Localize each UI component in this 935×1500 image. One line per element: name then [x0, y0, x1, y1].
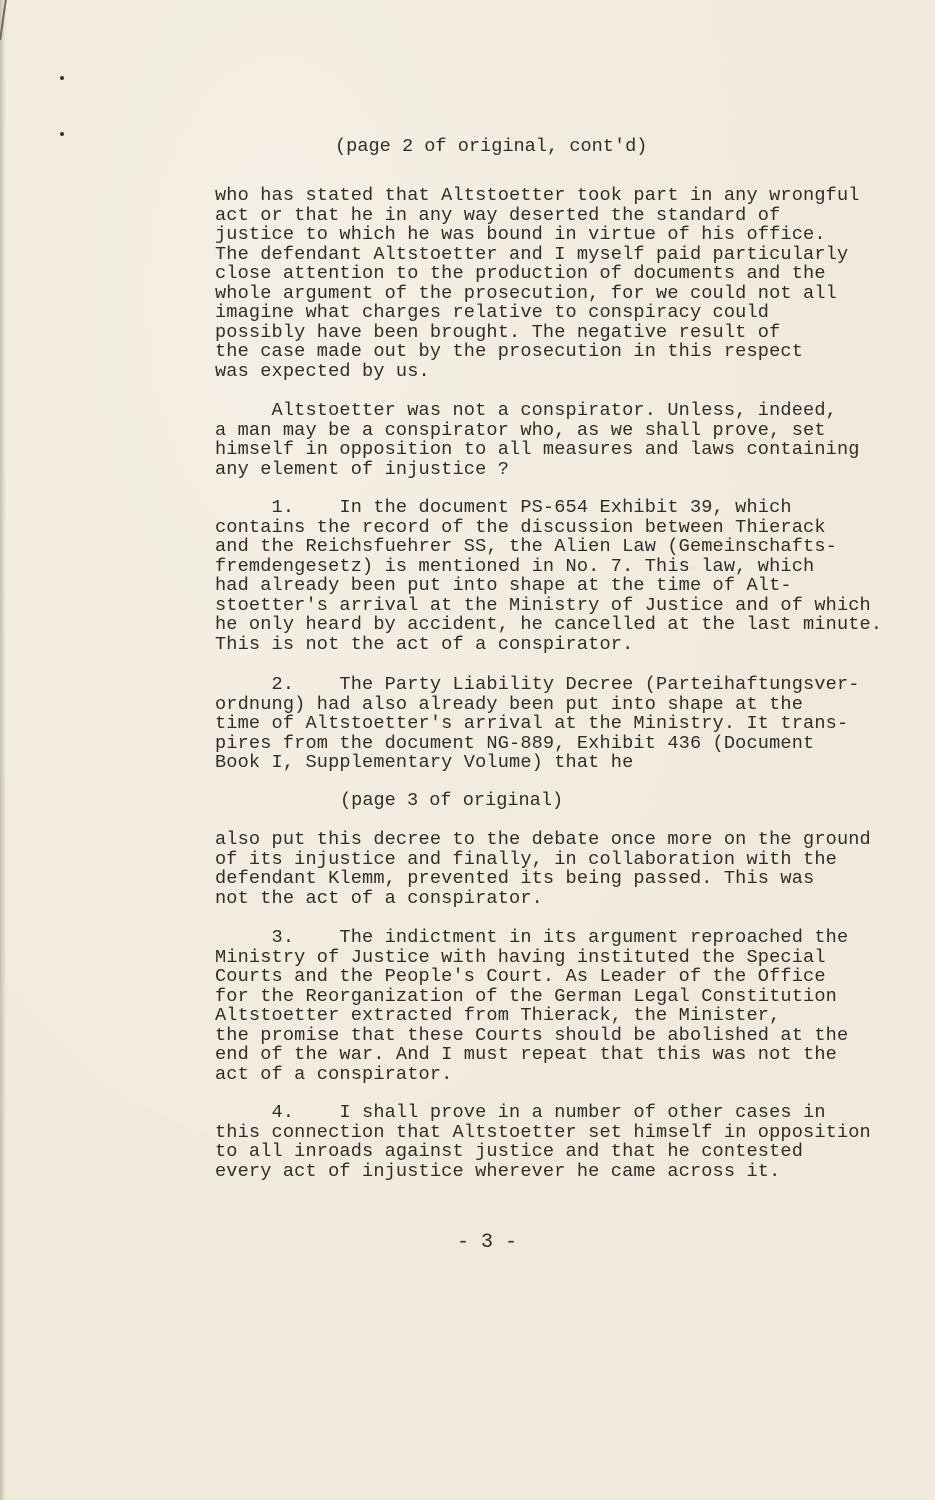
text-line: himself in opposition to all measures and laws containing [215, 439, 860, 460]
text-line: of its injustice and finally, in collaboration with the [215, 848, 837, 870]
text-line: fremdengesetz) is mentioned in No. 7. This law, which [215, 555, 815, 577]
text-line: also put this decree to the debate once more on the ground [215, 829, 871, 850]
text-line: 2. The Party Liability Decree (Parteihaftungsver- [215, 674, 860, 695]
punch-hole-dot-top [60, 76, 64, 80]
text-line: act or that he in any way deserted the standard of [215, 204, 781, 226]
text-line: end of the war. And I must repeat that this was not the [215, 1044, 837, 1065]
text-line: Altstoetter was not a conspirator. Unless, indeed, [215, 400, 837, 421]
text-line: possibly have been brought. The negative result of [215, 321, 781, 343]
text-line: act of a conspirator. [215, 1063, 453, 1085]
text-line: who has stated that Altstoetter took part in any wrongful [215, 185, 860, 206]
text-line: 1. In the document PS-654 Exhibit 39, which [215, 497, 792, 518]
text-line: pires from the document NG-889, Exhibit 436 (Document [215, 732, 815, 754]
punch-hole-dot-bottom [60, 132, 64, 136]
text-line: The defendant Altstoetter and I myself paid particularly [215, 243, 849, 265]
text-line: was expected by us. [215, 360, 430, 382]
text-line: Courts and the People's Court. As Leader of the Office [215, 966, 826, 987]
text-line: whole argument of the prosecution, for we could not all [215, 282, 837, 304]
text-line: justice to which he was bound in virtue of his office. [215, 224, 826, 245]
text-line: This is not the act of a conspirator. [215, 633, 634, 655]
text-line: he only heard by accident, he cancelled at the last minute. [215, 614, 883, 635]
text-line: and the Reichsfuehrer SS, the Alien Law (Gemeinschafts- [215, 536, 837, 557]
text-line: to all inroads against justice and that he contested [215, 1141, 804, 1162]
page-edge-shadow [0, 0, 6, 1500]
text-line: stoetter's arrival at the Ministry of Justice and of which [215, 594, 871, 616]
text-line: Ministry of Justice with having instituted the Special [215, 946, 826, 968]
text-line: the case made out by the prosecution in this respect [215, 341, 804, 362]
text-line: any element of injustice ? [215, 458, 510, 480]
text-line: not the act of a conspirator. [215, 887, 543, 909]
page-3-heading: (page 3 of original) [340, 790, 564, 811]
text-line: Altstoetter extracted from Thierack, the Minister, [215, 1005, 781, 1026]
text-line: imagine what charges relative to conspiracy could [215, 302, 770, 323]
text-line: time of Altstoetter's arrival at the Ministry. It trans- [215, 713, 849, 734]
text-line: 3. The indictment in its argument reproached the [215, 927, 849, 948]
text-line: this connection that Altstoetter set himself in opposition [215, 1121, 871, 1143]
text-line: ordnung) had also already been put into shape at the [215, 693, 804, 715]
text-line: a man may be a conspirator who, as we shall prove, set [215, 419, 826, 441]
text-line: defendant Klemm, prevented its being passed. This was [215, 868, 815, 889]
text-line: the promise that these Courts should be abolished at the [215, 1024, 849, 1046]
text-line: contains the record of the discussion between Thierack [215, 516, 826, 538]
text-line: for the Reorganization of the German Legal Constitution [215, 985, 837, 1007]
text-line: close attention to the production of documents and the [215, 263, 826, 284]
text-line: had already been put into shape at the time of Alt- [215, 575, 792, 596]
text-line: every act of injustice wherever he came across it. [215, 1160, 781, 1182]
page-number: - 3 - [457, 1231, 518, 1254]
text-line: Book I, Supplementary Volume) that he [215, 752, 634, 773]
text-line: 4. I shall prove in a number of other cases in [215, 1102, 826, 1123]
continued-heading: (page 2 of original, cont'd) [335, 136, 648, 157]
